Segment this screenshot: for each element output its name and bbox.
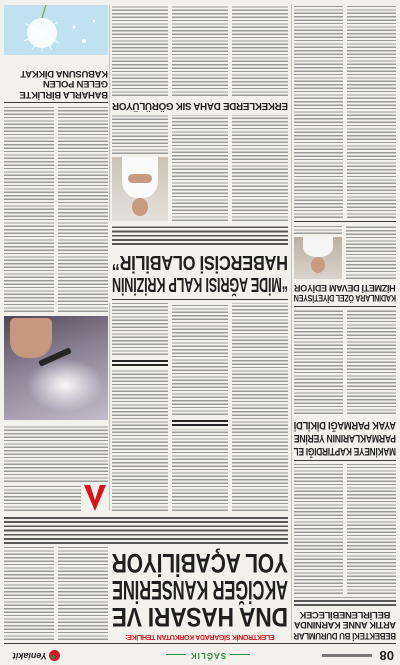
body-text-column — [232, 5, 288, 96]
newspaper-logo-icon — [49, 650, 60, 661]
body-text-column — [294, 5, 343, 218]
body-text-column — [172, 115, 228, 221]
body-subheading — [172, 418, 228, 426]
floating-seed — [82, 39, 86, 43]
headline-line — [294, 431, 396, 444]
subhead-text: ERKEKLERDE DAHA SIK GÖRÜLÜYOR — [112, 100, 288, 111]
body-text-column — [112, 115, 168, 154]
headline-line — [294, 444, 396, 457]
headline-text: AYAK PARMAĞI DİKİLDİ — [293, 419, 396, 431]
page-number: 08 — [379, 648, 394, 663]
headline-text: BEBEKTEKİ BU DURUMLAR — [293, 630, 396, 641]
column-divider — [109, 5, 110, 221]
drop-cap — [84, 485, 106, 511]
heart-subhead — [112, 99, 288, 111]
article-divider — [294, 460, 396, 461]
body-text-column — [112, 303, 168, 355]
headline-text: HİZMETİ DEVAM EDİYOR — [294, 283, 396, 293]
logo-dot — [51, 655, 55, 659]
body-text-column — [112, 369, 168, 511]
headline-line — [294, 418, 396, 431]
headline-text: DNA HASARI VE — [111, 602, 288, 632]
dietitian-photo — [294, 237, 342, 279]
subhead-line — [112, 99, 288, 111]
body-text-column — [172, 429, 228, 511]
prenatal-headline — [294, 609, 396, 641]
headline-line — [294, 283, 396, 293]
headline-text: ARTIK ANNE KARNINDA — [294, 619, 396, 631]
body-text-column — [346, 225, 396, 279]
column-divider — [291, 5, 292, 640]
person-body — [303, 237, 333, 257]
body-text-column — [347, 310, 396, 414]
hand-shape — [10, 318, 52, 358]
section-title: SAĞLIK — [189, 651, 227, 660]
hands-on-stomach — [128, 174, 152, 183]
headline-line — [112, 549, 288, 576]
headline-text: YOL AÇABİLİYOR — [111, 548, 288, 578]
headline-line — [294, 619, 396, 630]
body-text-column — [112, 5, 168, 96]
person-head — [132, 198, 148, 216]
stomach-pain-photo — [112, 157, 168, 221]
person-head — [311, 257, 325, 273]
headline-text: BELİRLENEBİLECEK — [299, 609, 391, 620]
body-text-column — [4, 107, 54, 312]
newspaper-logo[interactable] — [4, 648, 60, 662]
body-subheading — [112, 358, 168, 366]
body-text-column — [232, 303, 288, 511]
main-headline — [112, 549, 288, 630]
kicker-text: ELEKTRONİK SİGARADA KORKUTAN TEHLİKE: — [125, 633, 275, 640]
body-text-column — [294, 225, 342, 234]
article-divider — [294, 221, 396, 222]
section-accent-left — [230, 654, 250, 655]
page-header — [0, 644, 400, 665]
floating-seed — [72, 25, 75, 28]
headline-line — [112, 273, 288, 295]
headline-line — [112, 251, 288, 273]
body-text-column — [172, 303, 228, 415]
pollen-photo — [4, 5, 108, 55]
headline-line — [294, 293, 396, 303]
headline-text: HABERCİSİ OLABİLİR” — [111, 251, 288, 273]
headline-text: KADINLARA ÖZEL DİYETİSYEN — [293, 293, 396, 303]
article-divider — [112, 299, 288, 300]
section-accent-right — [166, 654, 186, 655]
column-divider — [109, 303, 110, 511]
body-text-column — [58, 107, 108, 312]
article-divider — [4, 102, 108, 103]
body-text-column — [347, 5, 396, 218]
headline-line — [112, 603, 288, 630]
headline-text: PARMAKLARININ YERİNE — [294, 432, 396, 444]
heart-lead-text — [112, 225, 288, 245]
body-text-column — [347, 464, 396, 594]
headline-text: AKCİĞER KANSERİNE — [112, 575, 288, 605]
body-text-column — [4, 485, 81, 511]
date-line — [322, 654, 372, 657]
heart-headline — [112, 251, 288, 295]
header-rule — [4, 643, 396, 644]
kicker-line — [112, 632, 288, 640]
floating-seed — [93, 20, 96, 23]
main-lead-text — [4, 516, 288, 544]
vapor-cloud — [26, 358, 104, 412]
finger-surgery-headline — [294, 418, 396, 457]
pollen-headline: BAHARLA BİRLİKTE GELEN POLEN KABUSUNA DİKKAT — [19, 68, 108, 100]
prenatal-lead-text — [294, 597, 396, 606]
headline-text: “MİDE AĞRISI KALP KRİZİNİN — [112, 273, 288, 295]
body-text-column — [4, 424, 108, 482]
headline-line — [294, 630, 396, 641]
body-text-column — [294, 310, 343, 414]
logo-wordmark: Yeniakit — [12, 651, 47, 661]
body-text-column — [4, 547, 54, 640]
headline-line — [112, 576, 288, 603]
body-text-column — [294, 464, 343, 594]
dietitian-headline — [294, 283, 396, 303]
vape-photo — [4, 316, 108, 420]
body-text-column — [232, 115, 288, 221]
body-text-column — [58, 547, 108, 640]
body-text-column — [172, 5, 228, 96]
article-divider — [294, 306, 396, 307]
headline-line — [294, 609, 396, 620]
main-kicker — [112, 632, 288, 640]
headline-text: MAKİNEYE KAPTIRDIĞI EL — [293, 445, 396, 457]
